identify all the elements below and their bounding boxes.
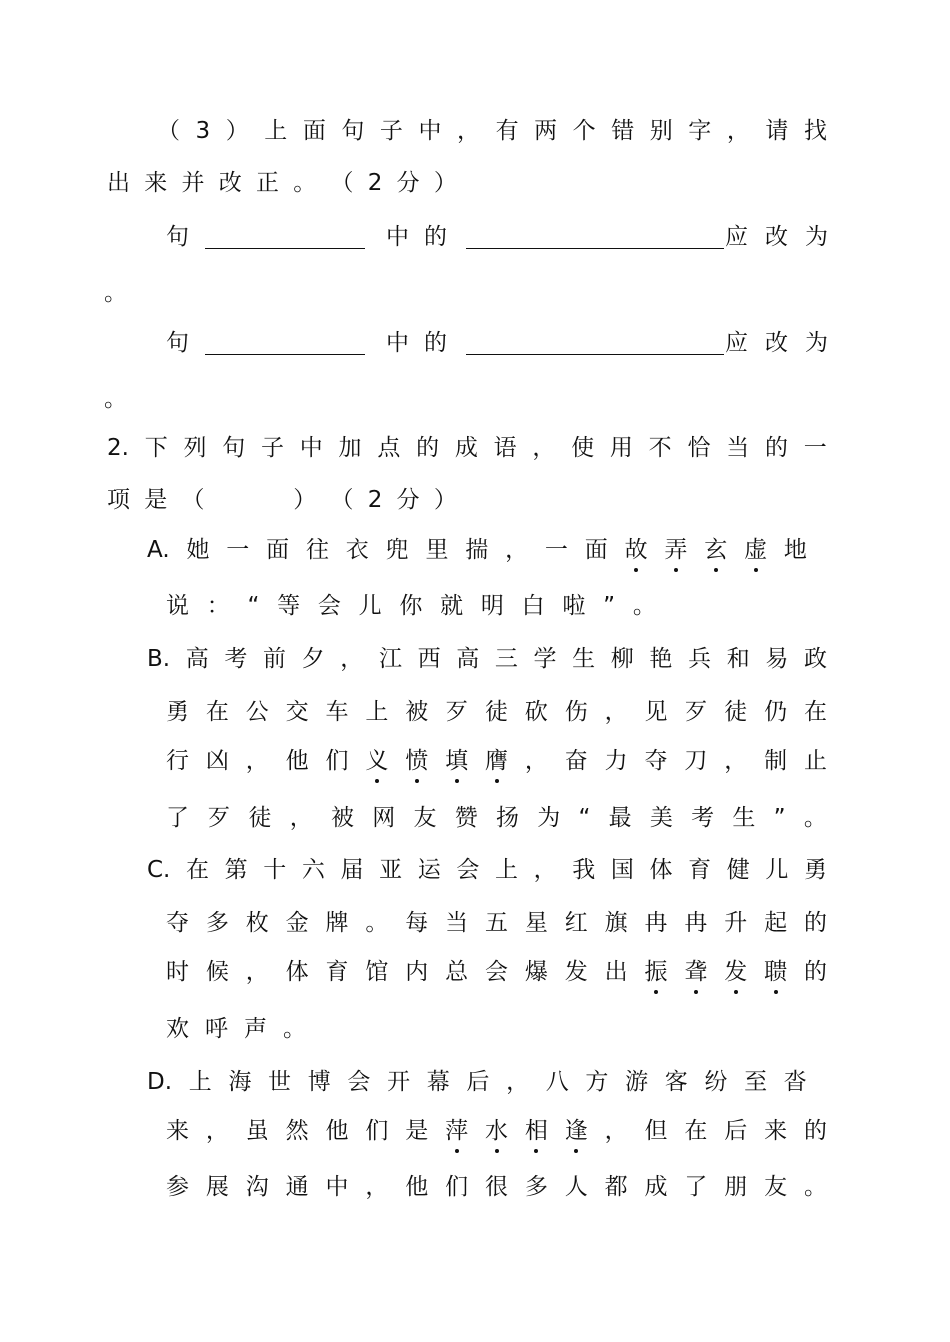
glyph: 中 — [418, 118, 442, 144]
glyph: ， — [289, 805, 313, 831]
glyph: 是 — [405, 1118, 429, 1144]
glyph: 伤 — [564, 699, 588, 725]
glyph: 运 — [417, 857, 441, 883]
glyph: 见 — [644, 699, 668, 725]
glyph: 后 — [466, 1069, 490, 1095]
glyph: 加 — [338, 435, 362, 461]
glyph: 发 — [564, 959, 588, 985]
glyph: 扬 — [496, 805, 519, 831]
glyph: ， — [457, 118, 481, 144]
glyph: ） — [225, 118, 249, 144]
glyph: 冉 — [644, 910, 668, 936]
glyph: 我 — [572, 857, 596, 883]
glyph: 往 — [305, 537, 329, 563]
glyph: 车 — [325, 699, 349, 725]
glyph: 星 — [524, 910, 548, 936]
glyph: 展 — [205, 1174, 229, 1200]
glyph: 恰 — [687, 435, 711, 461]
glyph: 牌 — [325, 910, 349, 936]
glyph: 点 — [377, 435, 401, 461]
blank-row-2-de: 的 — [424, 330, 447, 356]
glyph: 歹 — [207, 805, 231, 831]
glyph: A. — [147, 537, 170, 563]
glyph: 她 — [186, 537, 210, 563]
glyph: 填 — [445, 748, 469, 774]
glyph: 。 — [365, 910, 389, 936]
glyph: 夕 — [301, 646, 325, 672]
glyph: 逢 — [564, 1118, 588, 1144]
question-2-line-1 — [107, 433, 827, 463]
glyph: 为 — [537, 805, 561, 831]
glyph: 使 — [571, 435, 595, 461]
glyph: 虽 — [245, 1118, 269, 1144]
glyph: 参 — [166, 1174, 189, 1200]
glyph: 的 — [764, 435, 788, 461]
glyph: 沓 — [783, 1069, 807, 1095]
glyph: （ — [330, 487, 354, 513]
glyph: 成 — [454, 435, 478, 461]
glyph: 揣 — [465, 537, 489, 563]
glyph: ， — [245, 748, 269, 774]
option-d-line-3 — [166, 1172, 827, 1202]
glyph: 幕 — [426, 1069, 450, 1095]
glyph: 来 — [166, 1118, 189, 1144]
glyph: 最 — [608, 805, 632, 831]
glyph: 西 — [417, 646, 441, 672]
glyph: 六 — [301, 857, 325, 883]
blank-row-2-end: 。 — [104, 386, 127, 412]
glyph: 徒 — [724, 699, 748, 725]
glyph: 聩 — [764, 959, 788, 985]
glyph: ， — [505, 537, 529, 563]
glyph — [219, 485, 242, 515]
blank-row-1 — [0, 222, 950, 252]
glyph: 生 — [572, 646, 596, 672]
glyph: 。 — [283, 1016, 306, 1042]
glyph: C. — [147, 857, 171, 883]
glyph: 一 — [544, 537, 568, 563]
glyph: 面 — [584, 537, 608, 563]
glyph: 的 — [804, 959, 827, 985]
glyph: 的 — [804, 910, 827, 936]
glyph: 了 — [684, 1174, 708, 1200]
glyph: ） — [293, 487, 317, 513]
glyph: 政 — [803, 646, 827, 672]
glyph: 就 — [440, 593, 464, 619]
glyph: ， — [506, 1069, 530, 1095]
glyph: 制 — [764, 748, 788, 774]
option-a-line-2 — [166, 591, 656, 621]
blank-row-1-correction-label: 应改为 — [725, 224, 845, 250]
glyph: 止 — [804, 748, 827, 774]
glyph: 字 — [688, 118, 712, 144]
glyph: 用 — [609, 435, 633, 461]
glyph: 赞 — [454, 805, 478, 831]
glyph: 水 — [485, 1118, 508, 1144]
glyph: 发 — [724, 959, 748, 985]
blank-row-2 — [0, 328, 950, 358]
glyph: 子 — [261, 435, 285, 461]
glyph: 错 — [611, 118, 635, 144]
glyph: 艳 — [649, 646, 673, 672]
glyph: 后 — [724, 1118, 748, 1144]
glyph: 中 — [325, 1174, 349, 1200]
glyph: 人 — [564, 1174, 588, 1200]
glyph: 红 — [564, 910, 588, 936]
glyph: 面 — [302, 118, 326, 144]
answer-blank-wrong-char[interactable] — [466, 354, 724, 355]
glyph: 都 — [604, 1174, 628, 1200]
glyph: 出 — [604, 959, 628, 985]
glyph: 故 — [624, 537, 648, 563]
glyph: 别 — [649, 118, 673, 144]
glyph: 儿 — [358, 593, 382, 619]
glyph: 方 — [585, 1069, 609, 1095]
glyph: 来 — [764, 1118, 788, 1144]
glyph: ， — [532, 435, 556, 461]
glyph: 在 — [205, 699, 229, 725]
glyph: D. — [147, 1069, 173, 1095]
glyph: 呼 — [205, 1016, 228, 1042]
answer-blank-sentence[interactable] — [205, 354, 365, 355]
glyph: ， — [604, 1118, 628, 1144]
glyph: 健 — [726, 857, 750, 883]
glyph: 3 — [195, 118, 211, 144]
glyph: 萍 — [445, 1118, 469, 1144]
glyph: 然 — [285, 1118, 309, 1144]
glyph: 通 — [285, 1174, 309, 1200]
glyph: 的 — [416, 435, 440, 461]
glyph: 夺 — [166, 910, 189, 936]
blank-row-1-zhong: 中 — [386, 224, 409, 250]
glyph: 。 — [632, 593, 656, 619]
glyph: 歹 — [445, 699, 469, 725]
glyph: 上 — [495, 857, 518, 883]
glyph: 海 — [228, 1069, 252, 1095]
option-a-line-1 — [147, 535, 807, 565]
glyph: 兜 — [385, 537, 409, 563]
glyph: 等 — [277, 593, 301, 619]
option-c-line-4 — [166, 1014, 306, 1044]
glyph: 奋 — [564, 748, 588, 774]
glyph: 徒 — [485, 699, 508, 725]
glyph: 两 — [534, 118, 558, 144]
glyph: 生 — [732, 805, 756, 831]
glyph: 相 — [524, 1118, 548, 1144]
glyph: 时 — [166, 959, 189, 985]
glyph: 的 — [804, 1118, 827, 1144]
glyph: 上 — [188, 1069, 212, 1095]
glyph: 三 — [494, 646, 518, 672]
glyph: 当 — [726, 435, 750, 461]
glyph: 易 — [765, 646, 789, 672]
glyph: 刀 — [684, 748, 708, 774]
glyph: ， — [726, 118, 750, 144]
glyph: 语 — [493, 435, 517, 461]
question-3-line-2 — [107, 168, 457, 198]
glyph: 啦 — [562, 593, 586, 619]
glyph: 每 — [405, 910, 429, 936]
glyph: 多 — [524, 1174, 548, 1200]
glyph: 里 — [425, 537, 449, 563]
question-3-line-1 — [157, 116, 827, 146]
option-c-line-1 — [147, 855, 827, 885]
glyph: 凶 — [205, 748, 229, 774]
glyph: 说 — [166, 593, 189, 619]
option-c-line-2 — [166, 908, 827, 938]
glyph: 会 — [456, 857, 480, 883]
glyph: 儿 — [765, 857, 789, 883]
glyph: 上 — [365, 699, 389, 725]
glyph: 是 — [144, 487, 168, 513]
glyph: 会 — [347, 1069, 371, 1095]
option-d-line-2 — [166, 1116, 827, 1146]
glyph: 欢 — [166, 1016, 189, 1042]
glyph: 并 — [181, 170, 205, 196]
question-2-line-2 — [107, 485, 457, 515]
answer-blank-wrong-char[interactable] — [466, 248, 724, 249]
glyph: 他 — [405, 1174, 429, 1200]
glyph: 成 — [644, 1174, 668, 1200]
glyph: 在 — [804, 699, 827, 725]
glyph: 学 — [533, 646, 557, 672]
glyph: 开 — [387, 1069, 411, 1095]
glyph: 会 — [317, 593, 341, 619]
glyph: 旗 — [604, 910, 628, 936]
glyph: 们 — [365, 1118, 389, 1144]
glyph: （ — [181, 487, 205, 513]
glyph: 馆 — [365, 959, 389, 985]
glyph: 2. — [107, 435, 129, 461]
glyph: 客 — [664, 1069, 688, 1095]
glyph: ” — [603, 593, 616, 619]
glyph: 来 — [144, 170, 168, 196]
glyph: “ — [247, 593, 260, 619]
blank-row-2-correction-label: 应改为 — [725, 330, 845, 356]
option-c-line-3 — [166, 957, 827, 987]
glyph: 句 — [222, 435, 246, 461]
glyph: ： — [206, 593, 230, 619]
glyph: 仍 — [764, 699, 788, 725]
blank-row-1-end: 。 — [104, 280, 127, 306]
glyph: 升 — [724, 910, 748, 936]
glyph: 愤 — [405, 748, 429, 774]
glyph: 交 — [285, 699, 309, 725]
glyph: 。 — [804, 1174, 827, 1200]
glyph: 八 — [545, 1069, 569, 1095]
glyph: 义 — [365, 748, 389, 774]
glyph: 会 — [485, 959, 508, 985]
glyph: 弄 — [664, 537, 688, 563]
glyph: 候 — [205, 959, 229, 985]
glyph: 勇 — [804, 857, 827, 883]
glyph: 国 — [610, 857, 634, 883]
option-b-line-2 — [166, 697, 827, 727]
glyph: 一 — [803, 435, 827, 461]
glyph: 们 — [445, 1174, 469, 1200]
glyph: 他 — [285, 748, 309, 774]
glyph: 金 — [285, 910, 309, 936]
glyph: 被 — [331, 805, 354, 831]
glyph: ” — [773, 805, 786, 831]
glyph: 声 — [244, 1016, 267, 1042]
glyph: 但 — [644, 1118, 668, 1144]
glyph: 沟 — [245, 1174, 269, 1200]
glyph: ， — [533, 857, 557, 883]
glyph: 很 — [485, 1174, 508, 1200]
glyph: 友 — [413, 805, 437, 831]
glyph: 出 — [107, 170, 130, 196]
glyph: 多 — [205, 910, 229, 936]
glyph: 在 — [684, 1118, 708, 1144]
glyph: 育 — [688, 857, 712, 883]
glyph: 被 — [405, 699, 429, 725]
glyph: 行 — [166, 748, 189, 774]
glyph: 力 — [604, 748, 628, 774]
glyph: 明 — [480, 593, 504, 619]
glyph: 五 — [485, 910, 508, 936]
glyph: ， — [724, 748, 748, 774]
glyph: 世 — [268, 1069, 292, 1095]
glyph: 你 — [399, 593, 423, 619]
glyph: 衣 — [345, 537, 369, 563]
glyph: 十 — [263, 857, 287, 883]
glyph — [256, 485, 279, 515]
glyph: 歹 — [684, 699, 708, 725]
glyph: 下 — [144, 435, 168, 461]
glyph: 起 — [764, 910, 788, 936]
blank-row-1-de: 的 — [424, 224, 447, 250]
glyph: ， — [524, 748, 548, 774]
glyph: 请 — [765, 118, 789, 144]
glyph: 考 — [691, 805, 715, 831]
glyph: 地 — [783, 537, 807, 563]
glyph: ） — [433, 170, 457, 196]
glyph: 美 — [649, 805, 673, 831]
glyph: 网 — [372, 805, 396, 831]
glyph: 分 — [396, 487, 420, 513]
glyph: 体 — [285, 959, 309, 985]
glyph: 虚 — [744, 537, 768, 563]
blank-row-2-ju: 句 — [166, 330, 189, 356]
glyph: 枚 — [245, 910, 269, 936]
glyph: 分 — [396, 170, 420, 196]
option-b-line-4 — [166, 803, 827, 833]
glyph: 膺 — [485, 748, 508, 774]
glyph: 至 — [744, 1069, 768, 1095]
glyph: ， — [245, 959, 269, 985]
glyph: 。 — [293, 170, 317, 196]
glyph: ， — [340, 646, 364, 672]
glyph: 内 — [405, 959, 429, 985]
glyph: 面 — [266, 537, 290, 563]
glyph: 子 — [379, 118, 403, 144]
glyph: 有 — [495, 118, 519, 144]
glyph: 高 — [185, 646, 209, 672]
glyph: 一 — [226, 537, 250, 563]
glyph: 白 — [521, 593, 545, 619]
blank-row-1-ju: 句 — [166, 224, 189, 250]
answer-blank-sentence[interactable] — [205, 248, 365, 249]
glyph: 第 — [224, 857, 248, 883]
glyph: （ — [330, 170, 354, 196]
option-b-line-3 — [166, 746, 827, 776]
glyph: 爆 — [524, 959, 548, 985]
glyph: 游 — [625, 1069, 649, 1095]
glyph: （ — [157, 118, 180, 144]
glyph: 找 — [803, 118, 827, 144]
glyph: 他 — [325, 1118, 349, 1144]
glyph: 项 — [107, 487, 130, 513]
glyph: ， — [365, 1174, 389, 1200]
glyph: 江 — [378, 646, 402, 672]
glyph: 总 — [445, 959, 469, 985]
glyph: 博 — [307, 1069, 331, 1095]
glyph: 友 — [764, 1174, 788, 1200]
glyph: 徒 — [248, 805, 272, 831]
glyph: 勇 — [166, 699, 189, 725]
glyph: 兵 — [688, 646, 712, 672]
glyph: 2 — [367, 170, 383, 196]
glyph: 聋 — [684, 959, 708, 985]
glyph: 不 — [648, 435, 672, 461]
glyph: 公 — [245, 699, 269, 725]
glyph: ， — [205, 1118, 229, 1144]
glyph: 冉 — [684, 910, 708, 936]
glyph: 正 — [256, 170, 279, 196]
option-d-line-1 — [147, 1067, 807, 1097]
glyph: 当 — [445, 910, 469, 936]
glyph: 砍 — [524, 699, 548, 725]
glyph: 个 — [572, 118, 596, 144]
glyph: 改 — [218, 170, 242, 196]
glyph: ） — [433, 487, 457, 513]
glyph: 高 — [456, 646, 480, 672]
glyph: “ — [578, 805, 591, 831]
glyph: 中 — [299, 435, 323, 461]
glyph: 们 — [325, 748, 349, 774]
glyph: 了 — [166, 805, 189, 831]
glyph: 纷 — [704, 1069, 728, 1095]
glyph: 玄 — [704, 537, 728, 563]
glyph: 柳 — [610, 646, 634, 672]
glyph: 考 — [224, 646, 248, 672]
glyph: 亚 — [379, 857, 403, 883]
glyph: 届 — [340, 857, 364, 883]
glyph: 。 — [803, 805, 827, 831]
glyph: 振 — [644, 959, 668, 985]
glyph: ， — [604, 699, 628, 725]
blank-row-2-zhong: 中 — [386, 330, 409, 356]
glyph: 2 — [367, 487, 383, 513]
glyph: 体 — [649, 857, 673, 883]
glyph: 列 — [183, 435, 207, 461]
glyph: 前 — [263, 646, 287, 672]
glyph: B. — [147, 646, 171, 672]
glyph: 育 — [325, 959, 349, 985]
glyph: 在 — [186, 857, 209, 883]
option-b-line-1 — [147, 644, 827, 674]
glyph: 句 — [341, 118, 365, 144]
glyph: 夺 — [644, 748, 668, 774]
glyph: 朋 — [724, 1174, 748, 1200]
glyph: 和 — [726, 646, 750, 672]
glyph: 上 — [264, 118, 288, 144]
